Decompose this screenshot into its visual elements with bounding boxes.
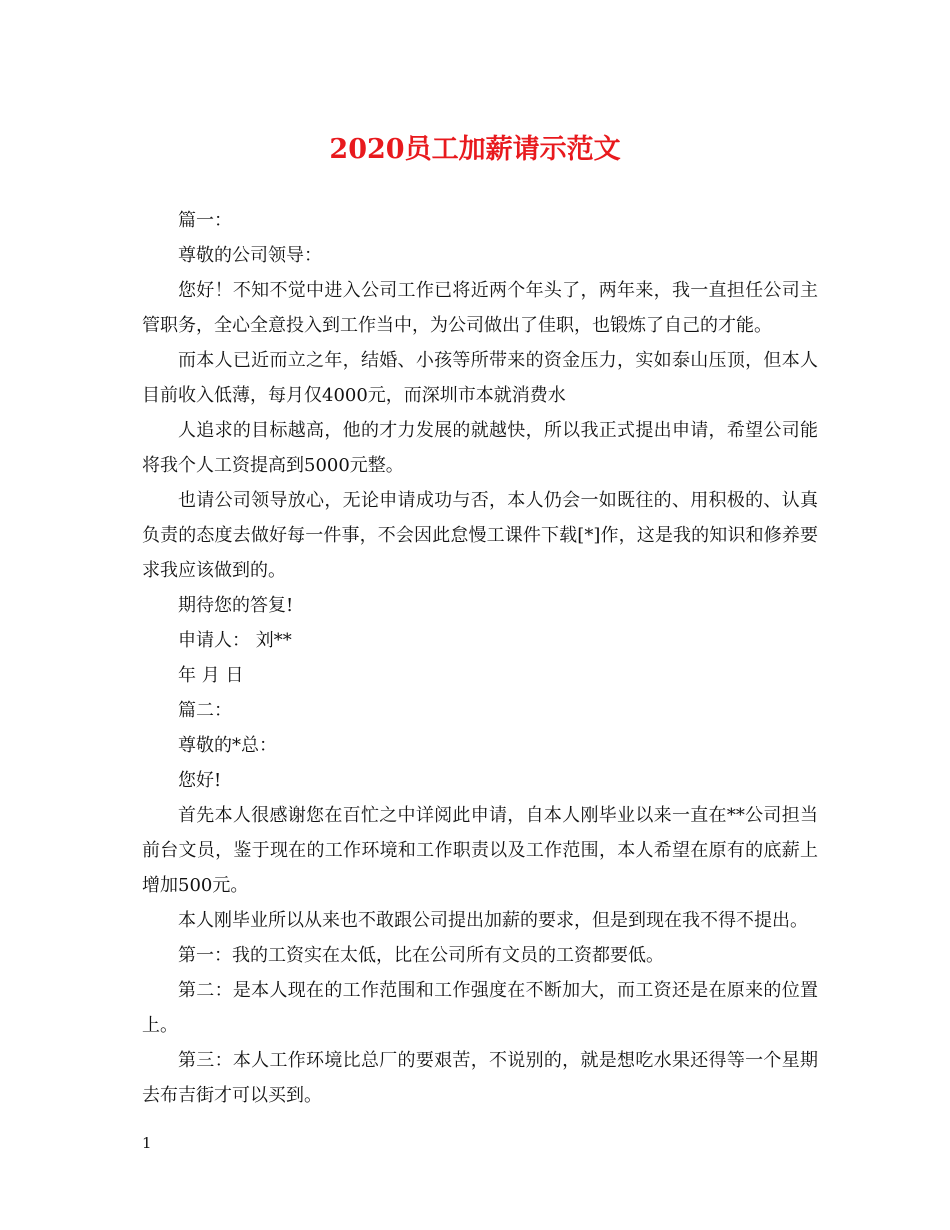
paragraph: 而本人已近而立之年，结婚、小孩等所带来的资金压力，实如泰山压顶，但本人目前收入低薄，每月仅4000元，而深圳市本就消费水 [142,350,818,406]
paragraph: 第三：本人工作环境比总厂的要艰苦，不说别的，就是想吃水果还得等一个星期去布吉街才可以买到。 [142,1050,818,1106]
salutation: 尊敬的*总： [178,735,277,756]
paragraph: 第一：我的工资实在太低，比在公司所有文员的工资都要低。 [178,945,664,966]
applicant-line: 申请人： 刘** [178,630,292,651]
paragraph: 也请公司领导放心，无论申请成功与否，本人仍会一如既往的、用积极的、认真负责的态度去做好每一件事，不会因此怠慢工课件下载[*]作，这是我的知识和修养要求我应该做到的。 [142,490,818,581]
date-line: 年 月 日 [178,665,244,686]
page-number: 1 [142,1134,152,1152]
paragraph: 本人刚毕业所以从来也不敢跟公司提出加薪的要求，但是到现在我不得不提出。 [178,910,808,931]
paragraph: 尊敬的公司领导： [178,245,322,266]
paragraph: 期待您的答复! [178,595,294,616]
document-title: 2020员工加薪请示范文 [329,134,621,165]
section-heading: 篇二： [178,700,232,721]
greeting: 您好! [178,770,222,791]
paragraph: 第二：是本人现在的工作范围和工作强度在不断加大，而工资还是在原来的位置上。 [142,980,818,1036]
paragraph: 您好！不知不觉中进入公司工作已将近两个年头了，两年来，我一直担任公司主管职务，全心全意投入到工作当中，为公司做出了佳职，也锻炼了自己的才能。 [142,280,818,336]
paragraph: 篇一： [178,210,232,231]
document-body [142,203,818,1113]
paragraph: 人追求的目标越高，他的才力发展的就越快，所以我正式提出申请，希望公司能将我个人工资提高到5000元整。 [142,420,818,476]
paragraph: 首先本人很感谢您在百忙之中详阅此申请，自本人刚毕业以来一直在**公司担当前台文员，鉴于现在的工作环境和工作职责以及工作范围，本人希望在原有的底薪上增加500元。 [142,805,818,896]
